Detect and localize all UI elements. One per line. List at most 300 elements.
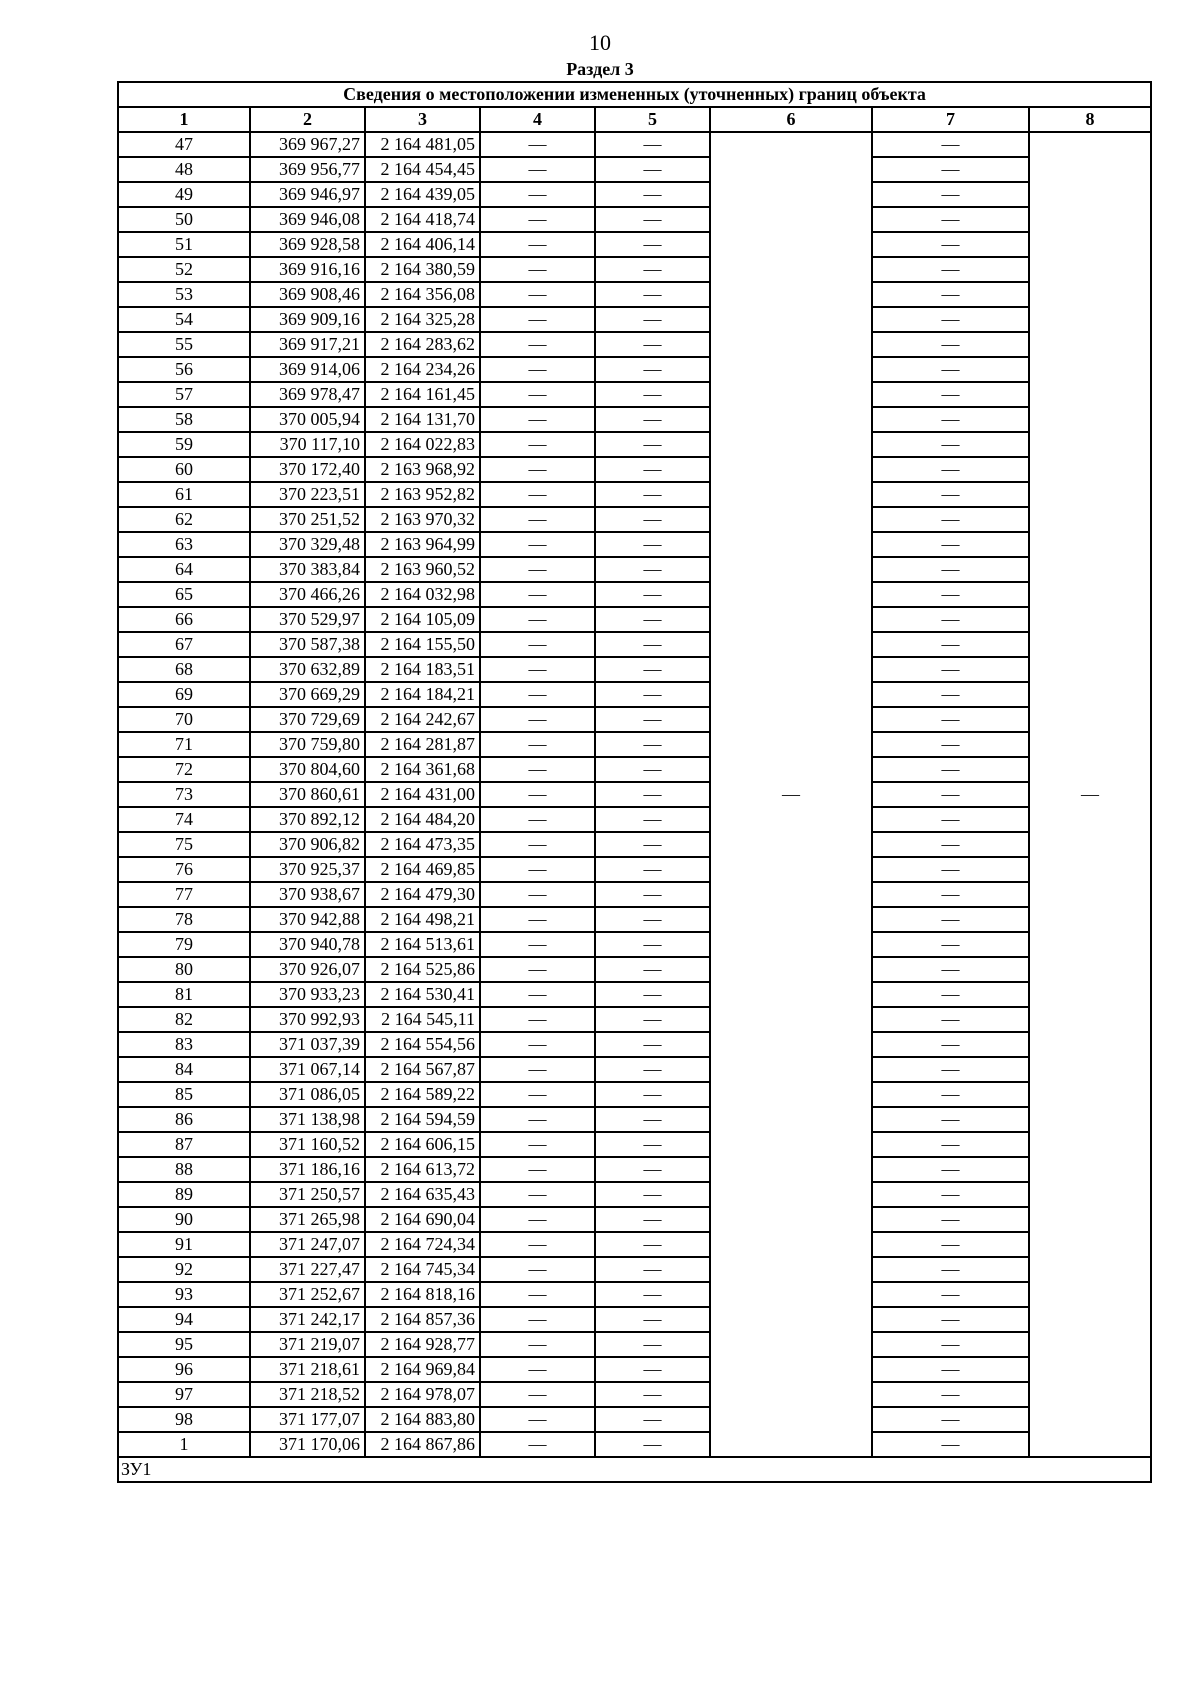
column-5-cell: — xyxy=(595,1232,710,1257)
point-number-cell: 89 xyxy=(118,1182,250,1207)
point-number-cell: 64 xyxy=(118,557,250,582)
column-4-cell: — xyxy=(480,1307,595,1332)
table-row xyxy=(118,432,1151,457)
point-number-cell: 73 xyxy=(118,782,250,807)
point-number-cell: 58 xyxy=(118,407,250,432)
column-5-cell: — xyxy=(595,282,710,307)
column-5-cell: — xyxy=(595,1307,710,1332)
x-coordinate-cell: 370 892,12 xyxy=(250,807,365,832)
table-row xyxy=(118,457,1151,482)
column-4-cell: — xyxy=(480,407,595,432)
y-coordinate-cell: 2 164 969,84 xyxy=(365,1357,480,1382)
column-5-cell: — xyxy=(595,1057,710,1082)
x-coordinate-cell: 371 177,07 xyxy=(250,1407,365,1432)
column-5-cell: — xyxy=(595,232,710,257)
column-7-cell: — xyxy=(872,132,1029,157)
x-coordinate-cell: 369 928,58 xyxy=(250,232,365,257)
table-row xyxy=(118,1307,1151,1332)
column-4-cell: — xyxy=(480,1132,595,1157)
table-row xyxy=(118,1032,1151,1057)
column-7-cell: — xyxy=(872,582,1029,607)
x-coordinate-cell: 370 759,80 xyxy=(250,732,365,757)
column-7-cell: — xyxy=(872,1207,1029,1232)
column-7-cell: — xyxy=(872,482,1029,507)
column-7-cell: — xyxy=(872,357,1029,382)
x-coordinate-cell: 371 160,52 xyxy=(250,1132,365,1157)
column-7-cell: — xyxy=(872,207,1029,232)
table-row xyxy=(118,732,1151,757)
table-row xyxy=(118,1257,1151,1282)
x-coordinate-cell: 370 938,67 xyxy=(250,882,365,907)
column-4-cell: — xyxy=(480,382,595,407)
x-coordinate-cell: 369 908,46 xyxy=(250,282,365,307)
y-coordinate-cell: 2 164 589,22 xyxy=(365,1082,480,1107)
column-4-cell: — xyxy=(480,1257,595,1282)
column-header: 8 xyxy=(1029,107,1151,132)
table-row xyxy=(118,1207,1151,1232)
x-coordinate-cell: 369 978,47 xyxy=(250,382,365,407)
table-row xyxy=(118,1232,1151,1257)
column-4-cell: — xyxy=(480,432,595,457)
table-row xyxy=(118,357,1151,382)
x-coordinate-cell: 371 218,61 xyxy=(250,1357,365,1382)
table-row xyxy=(118,407,1151,432)
x-coordinate-cell: 370 251,52 xyxy=(250,507,365,532)
column-7-cell: — xyxy=(872,1032,1029,1057)
table-row xyxy=(118,307,1151,332)
column-7-cell: — xyxy=(872,457,1029,482)
point-number-cell: 56 xyxy=(118,357,250,382)
y-coordinate-cell: 2 164 606,15 xyxy=(365,1132,480,1157)
table-row xyxy=(118,582,1151,607)
column-4-cell: — xyxy=(480,1007,595,1032)
x-coordinate-cell: 370 942,88 xyxy=(250,907,365,932)
column-5-cell: — xyxy=(595,157,710,182)
column-5-cell: — xyxy=(595,907,710,932)
column-7-cell: — xyxy=(872,1407,1029,1432)
column-7-cell: — xyxy=(872,807,1029,832)
column-5-cell: — xyxy=(595,707,710,732)
column-7-cell: — xyxy=(872,857,1029,882)
table-row xyxy=(118,957,1151,982)
y-coordinate-cell: 2 164 745,34 xyxy=(365,1257,480,1282)
column-7-cell: — xyxy=(872,1282,1029,1307)
table-row xyxy=(118,682,1151,707)
column-header: 6 xyxy=(710,107,872,132)
point-number-cell: 91 xyxy=(118,1232,250,1257)
table-row xyxy=(118,1407,1151,1432)
column-4-cell: — xyxy=(480,957,595,982)
column-7-cell: — xyxy=(872,932,1029,957)
column-5-cell: — xyxy=(595,1357,710,1382)
column-5-cell: — xyxy=(595,732,710,757)
column-7-cell: — xyxy=(872,1432,1029,1457)
column-7-cell: — xyxy=(872,1132,1029,1157)
column-7-cell: — xyxy=(872,1357,1029,1382)
column-4-cell: — xyxy=(480,1207,595,1232)
table-row xyxy=(118,157,1151,182)
y-coordinate-cell: 2 164 481,05 xyxy=(365,132,480,157)
column-7-cell: — xyxy=(872,432,1029,457)
y-coordinate-cell: 2 164 594,59 xyxy=(365,1107,480,1132)
x-coordinate-cell: 370 933,23 xyxy=(250,982,365,1007)
y-coordinate-cell: 2 164 724,34 xyxy=(365,1232,480,1257)
column-5-cell: — xyxy=(595,1157,710,1182)
column-5-cell: — xyxy=(595,632,710,657)
x-coordinate-cell: 369 909,16 xyxy=(250,307,365,332)
column-4-cell: — xyxy=(480,557,595,582)
y-coordinate-cell: 2 164 361,68 xyxy=(365,757,480,782)
y-coordinate-cell: 2 164 356,08 xyxy=(365,282,480,307)
column-7-cell: — xyxy=(872,332,1029,357)
x-coordinate-cell: 370 223,51 xyxy=(250,482,365,507)
y-coordinate-cell: 2 164 635,43 xyxy=(365,1182,480,1207)
point-number-cell: 49 xyxy=(118,182,250,207)
column-header: 3 xyxy=(365,107,480,132)
y-coordinate-cell: 2 164 867,86 xyxy=(365,1432,480,1457)
column-5-cell: — xyxy=(595,1107,710,1132)
point-number-cell: 80 xyxy=(118,957,250,982)
y-coordinate-cell: 2 164 032,98 xyxy=(365,582,480,607)
table-caption: Сведения о местоположении измененных (уточненных) границ объекта xyxy=(118,82,1151,107)
column-6-merged-cell: — xyxy=(710,132,872,1457)
column-4-cell: — xyxy=(480,882,595,907)
column-7-cell: — xyxy=(872,507,1029,532)
column-7-cell: — xyxy=(872,1307,1029,1332)
column-7-cell: — xyxy=(872,882,1029,907)
x-coordinate-cell: 370 992,93 xyxy=(250,1007,365,1032)
x-coordinate-cell: 369 956,77 xyxy=(250,157,365,182)
column-5-cell: — xyxy=(595,582,710,607)
column-4-cell: — xyxy=(480,1357,595,1382)
point-number-cell: 55 xyxy=(118,332,250,357)
point-number-cell: 68 xyxy=(118,657,250,682)
column-7-cell: — xyxy=(872,1182,1029,1207)
column-5-cell: — xyxy=(595,832,710,857)
table-row xyxy=(118,1107,1151,1132)
table-row xyxy=(118,1007,1151,1032)
y-coordinate-cell: 2 164 530,41 xyxy=(365,982,480,1007)
point-number-cell: 61 xyxy=(118,482,250,507)
point-number-cell: 53 xyxy=(118,282,250,307)
point-number-cell: 54 xyxy=(118,307,250,332)
column-5-cell: — xyxy=(595,1132,710,1157)
point-number-cell: 86 xyxy=(118,1107,250,1132)
column-4-cell: — xyxy=(480,807,595,832)
column-4-cell: — xyxy=(480,757,595,782)
column-5-cell: — xyxy=(595,682,710,707)
table-row xyxy=(118,207,1151,232)
column-7-cell: — xyxy=(872,382,1029,407)
column-5-cell: — xyxy=(595,932,710,957)
point-number-cell: 87 xyxy=(118,1132,250,1157)
section-title: Раздел 3 xyxy=(566,59,634,79)
x-coordinate-cell: 370 906,82 xyxy=(250,832,365,857)
table-row xyxy=(118,857,1151,882)
column-5-cell: — xyxy=(595,957,710,982)
column-7-cell: — xyxy=(872,682,1029,707)
point-number-cell: 76 xyxy=(118,857,250,882)
x-coordinate-cell: 371 218,52 xyxy=(250,1382,365,1407)
y-coordinate-cell: 2 164 473,35 xyxy=(365,832,480,857)
column-4-cell: — xyxy=(480,1032,595,1057)
y-coordinate-cell: 2 164 525,86 xyxy=(365,957,480,982)
column-4-cell: — xyxy=(480,832,595,857)
column-7-cell: — xyxy=(872,632,1029,657)
page-number: 10 xyxy=(589,30,611,55)
table-row xyxy=(118,1182,1151,1207)
table-row xyxy=(118,1157,1151,1182)
x-coordinate-cell: 370 632,89 xyxy=(250,657,365,682)
column-7-cell: — xyxy=(872,607,1029,632)
y-coordinate-cell: 2 164 513,61 xyxy=(365,932,480,957)
x-coordinate-cell: 371 252,67 xyxy=(250,1282,365,1307)
y-coordinate-cell: 2 164 242,67 xyxy=(365,707,480,732)
point-number-cell: 63 xyxy=(118,532,250,557)
x-coordinate-cell: 371 247,07 xyxy=(250,1232,365,1257)
column-5-cell: — xyxy=(595,1182,710,1207)
y-coordinate-cell: 2 164 469,85 xyxy=(365,857,480,882)
column-5-cell: — xyxy=(595,1257,710,1282)
point-number-cell: 78 xyxy=(118,907,250,932)
column-7-cell: — xyxy=(872,1082,1029,1107)
column-7-cell: — xyxy=(872,1157,1029,1182)
table-row xyxy=(118,932,1151,957)
table-row xyxy=(118,982,1151,1007)
column-4-cell: — xyxy=(480,157,595,182)
y-coordinate-cell: 2 164 380,59 xyxy=(365,257,480,282)
column-4-cell: — xyxy=(480,457,595,482)
column-7-cell: — xyxy=(872,307,1029,332)
column-5-cell: — xyxy=(595,782,710,807)
x-coordinate-cell: 370 669,29 xyxy=(250,682,365,707)
x-coordinate-cell: 371 242,17 xyxy=(250,1307,365,1332)
y-coordinate-cell: 2 164 022,83 xyxy=(365,432,480,457)
column-5-cell: — xyxy=(595,857,710,882)
x-coordinate-cell: 370 466,26 xyxy=(250,582,365,607)
column-7-cell: — xyxy=(872,782,1029,807)
y-coordinate-cell: 2 164 155,50 xyxy=(365,632,480,657)
y-coordinate-cell: 2 164 613,72 xyxy=(365,1157,480,1182)
column-5-cell: — xyxy=(595,432,710,457)
point-number-cell: 59 xyxy=(118,432,250,457)
table-footer-label: ЗУ1 xyxy=(118,1457,1151,1482)
column-5-cell: — xyxy=(595,407,710,432)
x-coordinate-cell: 370 729,69 xyxy=(250,707,365,732)
column-5-cell: — xyxy=(595,482,710,507)
coordinates-table xyxy=(117,81,1152,1483)
column-4-cell: — xyxy=(480,1082,595,1107)
table-row xyxy=(118,482,1151,507)
column-header: 1 xyxy=(118,107,250,132)
table-row xyxy=(118,282,1151,307)
column-5-cell: — xyxy=(595,982,710,1007)
y-coordinate-cell: 2 164 325,28 xyxy=(365,307,480,332)
column-7-cell: — xyxy=(872,407,1029,432)
column-7-cell: — xyxy=(872,732,1029,757)
column-7-cell: — xyxy=(872,182,1029,207)
y-coordinate-cell: 2 164 554,56 xyxy=(365,1032,480,1057)
y-coordinate-cell: 2 164 105,09 xyxy=(365,607,480,632)
point-number-cell: 62 xyxy=(118,507,250,532)
x-coordinate-cell: 371 219,07 xyxy=(250,1332,365,1357)
column-8-merged-cell: — xyxy=(1029,132,1151,1457)
column-7-cell: — xyxy=(872,832,1029,857)
column-5-cell: — xyxy=(595,507,710,532)
column-4-cell: — xyxy=(480,1282,595,1307)
column-4-cell: — xyxy=(480,732,595,757)
y-coordinate-cell: 2 163 960,52 xyxy=(365,557,480,582)
y-coordinate-cell: 2 164 183,51 xyxy=(365,657,480,682)
y-coordinate-cell: 2 164 883,80 xyxy=(365,1407,480,1432)
point-number-cell: 90 xyxy=(118,1207,250,1232)
point-number-cell: 77 xyxy=(118,882,250,907)
point-number-cell: 75 xyxy=(118,832,250,857)
x-coordinate-cell: 371 265,98 xyxy=(250,1207,365,1232)
column-4-cell: — xyxy=(480,132,595,157)
point-number-cell: 50 xyxy=(118,207,250,232)
column-4-cell: — xyxy=(480,782,595,807)
column-4-cell: — xyxy=(480,607,595,632)
x-coordinate-cell: 370 925,37 xyxy=(250,857,365,882)
table-row xyxy=(118,832,1151,857)
column-5-cell: — xyxy=(595,357,710,382)
point-number-cell: 67 xyxy=(118,632,250,657)
column-4-cell: — xyxy=(480,657,595,682)
column-5-cell: — xyxy=(595,1407,710,1432)
column-5-cell: — xyxy=(595,332,710,357)
column-7-cell: — xyxy=(872,657,1029,682)
column-4-cell: — xyxy=(480,907,595,932)
point-number-cell: 84 xyxy=(118,1057,250,1082)
point-number-cell: 88 xyxy=(118,1157,250,1182)
column-7-cell: — xyxy=(872,257,1029,282)
column-5-cell: — xyxy=(595,132,710,157)
point-number-cell: 72 xyxy=(118,757,250,782)
table-row xyxy=(118,1382,1151,1407)
table-row xyxy=(118,507,1151,532)
x-coordinate-cell: 369 967,27 xyxy=(250,132,365,157)
x-coordinate-cell: 370 383,84 xyxy=(250,557,365,582)
point-number-cell: 52 xyxy=(118,257,250,282)
y-coordinate-cell: 2 164 131,70 xyxy=(365,407,480,432)
column-5-cell: — xyxy=(595,757,710,782)
table-row xyxy=(118,132,1151,157)
column-5-cell: — xyxy=(595,657,710,682)
y-coordinate-cell: 2 164 431,00 xyxy=(365,782,480,807)
table-row xyxy=(118,232,1151,257)
table-row xyxy=(118,782,1151,807)
column-4-cell: — xyxy=(480,357,595,382)
column-7-cell: — xyxy=(872,1107,1029,1132)
table-row xyxy=(118,757,1151,782)
column-5-cell: — xyxy=(595,182,710,207)
y-coordinate-cell: 2 164 498,21 xyxy=(365,907,480,932)
x-coordinate-cell: 369 946,08 xyxy=(250,207,365,232)
column-4-cell: — xyxy=(480,207,595,232)
point-number-cell: 94 xyxy=(118,1307,250,1332)
x-coordinate-cell: 371 138,98 xyxy=(250,1107,365,1132)
column-5-cell: — xyxy=(595,557,710,582)
column-4-cell: — xyxy=(480,182,595,207)
y-coordinate-cell: 2 164 857,36 xyxy=(365,1307,480,1332)
column-4-cell: — xyxy=(480,1432,595,1457)
column-5-cell: — xyxy=(595,1082,710,1107)
table-row xyxy=(118,1082,1151,1107)
y-coordinate-cell: 2 164 484,20 xyxy=(365,807,480,832)
x-coordinate-cell: 369 916,16 xyxy=(250,257,365,282)
x-coordinate-cell: 371 186,16 xyxy=(250,1157,365,1182)
x-coordinate-cell: 370 005,94 xyxy=(250,407,365,432)
table-body xyxy=(118,132,1151,1457)
y-coordinate-cell: 2 164 161,45 xyxy=(365,382,480,407)
y-coordinate-cell: 2 164 283,62 xyxy=(365,332,480,357)
table-row xyxy=(118,332,1151,357)
column-5-cell: — xyxy=(595,1032,710,1057)
column-7-cell: — xyxy=(872,282,1029,307)
y-coordinate-cell: 2 163 970,32 xyxy=(365,507,480,532)
point-number-cell: 1 xyxy=(118,1432,250,1457)
column-4-cell: — xyxy=(480,307,595,332)
y-coordinate-cell: 2 164 454,45 xyxy=(365,157,480,182)
column-5-cell: — xyxy=(595,257,710,282)
x-coordinate-cell: 370 587,38 xyxy=(250,632,365,657)
column-4-cell: — xyxy=(480,482,595,507)
point-number-cell: 92 xyxy=(118,1257,250,1282)
point-number-cell: 79 xyxy=(118,932,250,957)
column-header: 7 xyxy=(872,107,1029,132)
column-7-cell: — xyxy=(872,557,1029,582)
table-row xyxy=(118,632,1151,657)
x-coordinate-cell: 370 860,61 xyxy=(250,782,365,807)
point-number-cell: 70 xyxy=(118,707,250,732)
table-row xyxy=(118,257,1151,282)
y-coordinate-cell: 2 164 567,87 xyxy=(365,1057,480,1082)
y-coordinate-cell: 2 164 690,04 xyxy=(365,1207,480,1232)
column-5-cell: — xyxy=(595,607,710,632)
table-row xyxy=(118,1432,1151,1457)
y-coordinate-cell: 2 163 964,99 xyxy=(365,532,480,557)
column-4-cell: — xyxy=(480,932,595,957)
column-4-cell: — xyxy=(480,582,595,607)
point-number-cell: 74 xyxy=(118,807,250,832)
point-number-cell: 51 xyxy=(118,232,250,257)
point-number-cell: 81 xyxy=(118,982,250,1007)
column-4-cell: — xyxy=(480,1382,595,1407)
column-4-cell: — xyxy=(480,1057,595,1082)
point-number-cell: 66 xyxy=(118,607,250,632)
column-4-cell: — xyxy=(480,1332,595,1357)
x-coordinate-cell: 370 329,48 xyxy=(250,532,365,557)
column-4-cell: — xyxy=(480,232,595,257)
column-5-cell: — xyxy=(595,382,710,407)
point-number-cell: 47 xyxy=(118,132,250,157)
x-coordinate-cell: 369 946,97 xyxy=(250,182,365,207)
column-4-cell: — xyxy=(480,532,595,557)
column-4-cell: — xyxy=(480,1407,595,1432)
point-number-cell: 48 xyxy=(118,157,250,182)
column-header: 2 xyxy=(250,107,365,132)
column-4-cell: — xyxy=(480,1107,595,1132)
x-coordinate-cell: 370 940,78 xyxy=(250,932,365,957)
x-coordinate-cell: 370 529,97 xyxy=(250,607,365,632)
column-5-cell: — xyxy=(595,1432,710,1457)
point-number-cell: 83 xyxy=(118,1032,250,1057)
table-row xyxy=(118,1132,1151,1157)
column-7-cell: — xyxy=(872,1382,1029,1407)
point-number-cell: 98 xyxy=(118,1407,250,1432)
y-coordinate-cell: 2 163 968,92 xyxy=(365,457,480,482)
